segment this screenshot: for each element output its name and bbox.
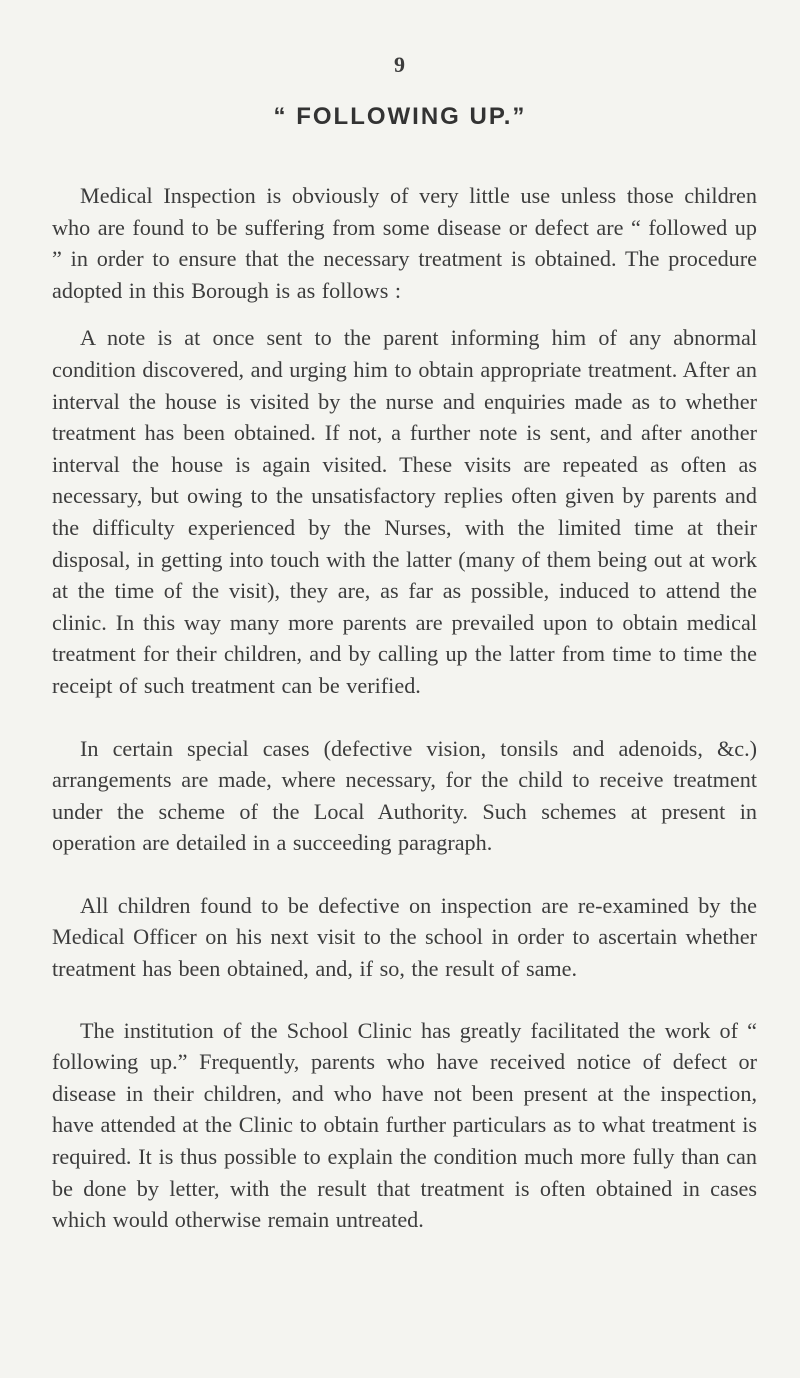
paragraph-procedure: A note is at once sent to the parent informing him of any abnormal condition discovered, and urging him to obtain appropriate treatment. After an interval the house is visited by the nurse and enquiries made as to whether treatment has been obtained. If not, a further note is sent, and after another interval the house is again visited. These visits are repeated as often as necessary, but owing to the unsatisfactory replies often given by parents and the difficulty experienced by the Nurses, with the limited time at their disposal, in getting into touch with the latter (many of them being out at work at the time of the visit), they are, as far as possible, induced to attend the clinic. In this way many more parents are prevailed upon to obtain medical treatment for their children, and by calling up the latter from time to time the receipt of such treatment can be verified.	[52, 325, 757, 698]
paragraph-school-clinic: The institution of the School Clinic has greatly facilitated the work of “ following up.” Frequently, parents who have received notice of defect or disease in their children, and who have not been present at the inspection, have attended at the Clinic to obtain further particulars as to what treatment is required. It is thus possible to explain the condition much more fully than can be done by letter, with the result that treatment is often obtained in cases which would otherwise remain untreated.	[52, 1017, 757, 1233]
page-number: 9	[394, 52, 406, 77]
body-text	[52, 180, 757, 1236]
paragraph-special-cases: In certain special cases (defective vision, tonsils and adenoids, &c.) arrangements are made, where necessary, for the child to receive treatment under the scheme of the Local Authority. Such schemes at present in operation are detailed in a succeeding paragraph.	[52, 735, 757, 856]
section-heading: “ FOLLOWING UP.”	[273, 103, 527, 130]
paragraph-re-examination: All children found to be defective on inspection are re-examined by the Medical Officer on his next visit to the school in order to ascertain whether treatment has been obtained, and, if so, the result of same.	[52, 892, 757, 982]
paragraph-intro: Medical Inspection is obviously of very little use unless those children who are found to be suffering from some disease or defect are “ followed up ” in order to ensure that the necessary treatment is obtained. The procedure adopted in this Borough is as follows :	[52, 183, 757, 303]
